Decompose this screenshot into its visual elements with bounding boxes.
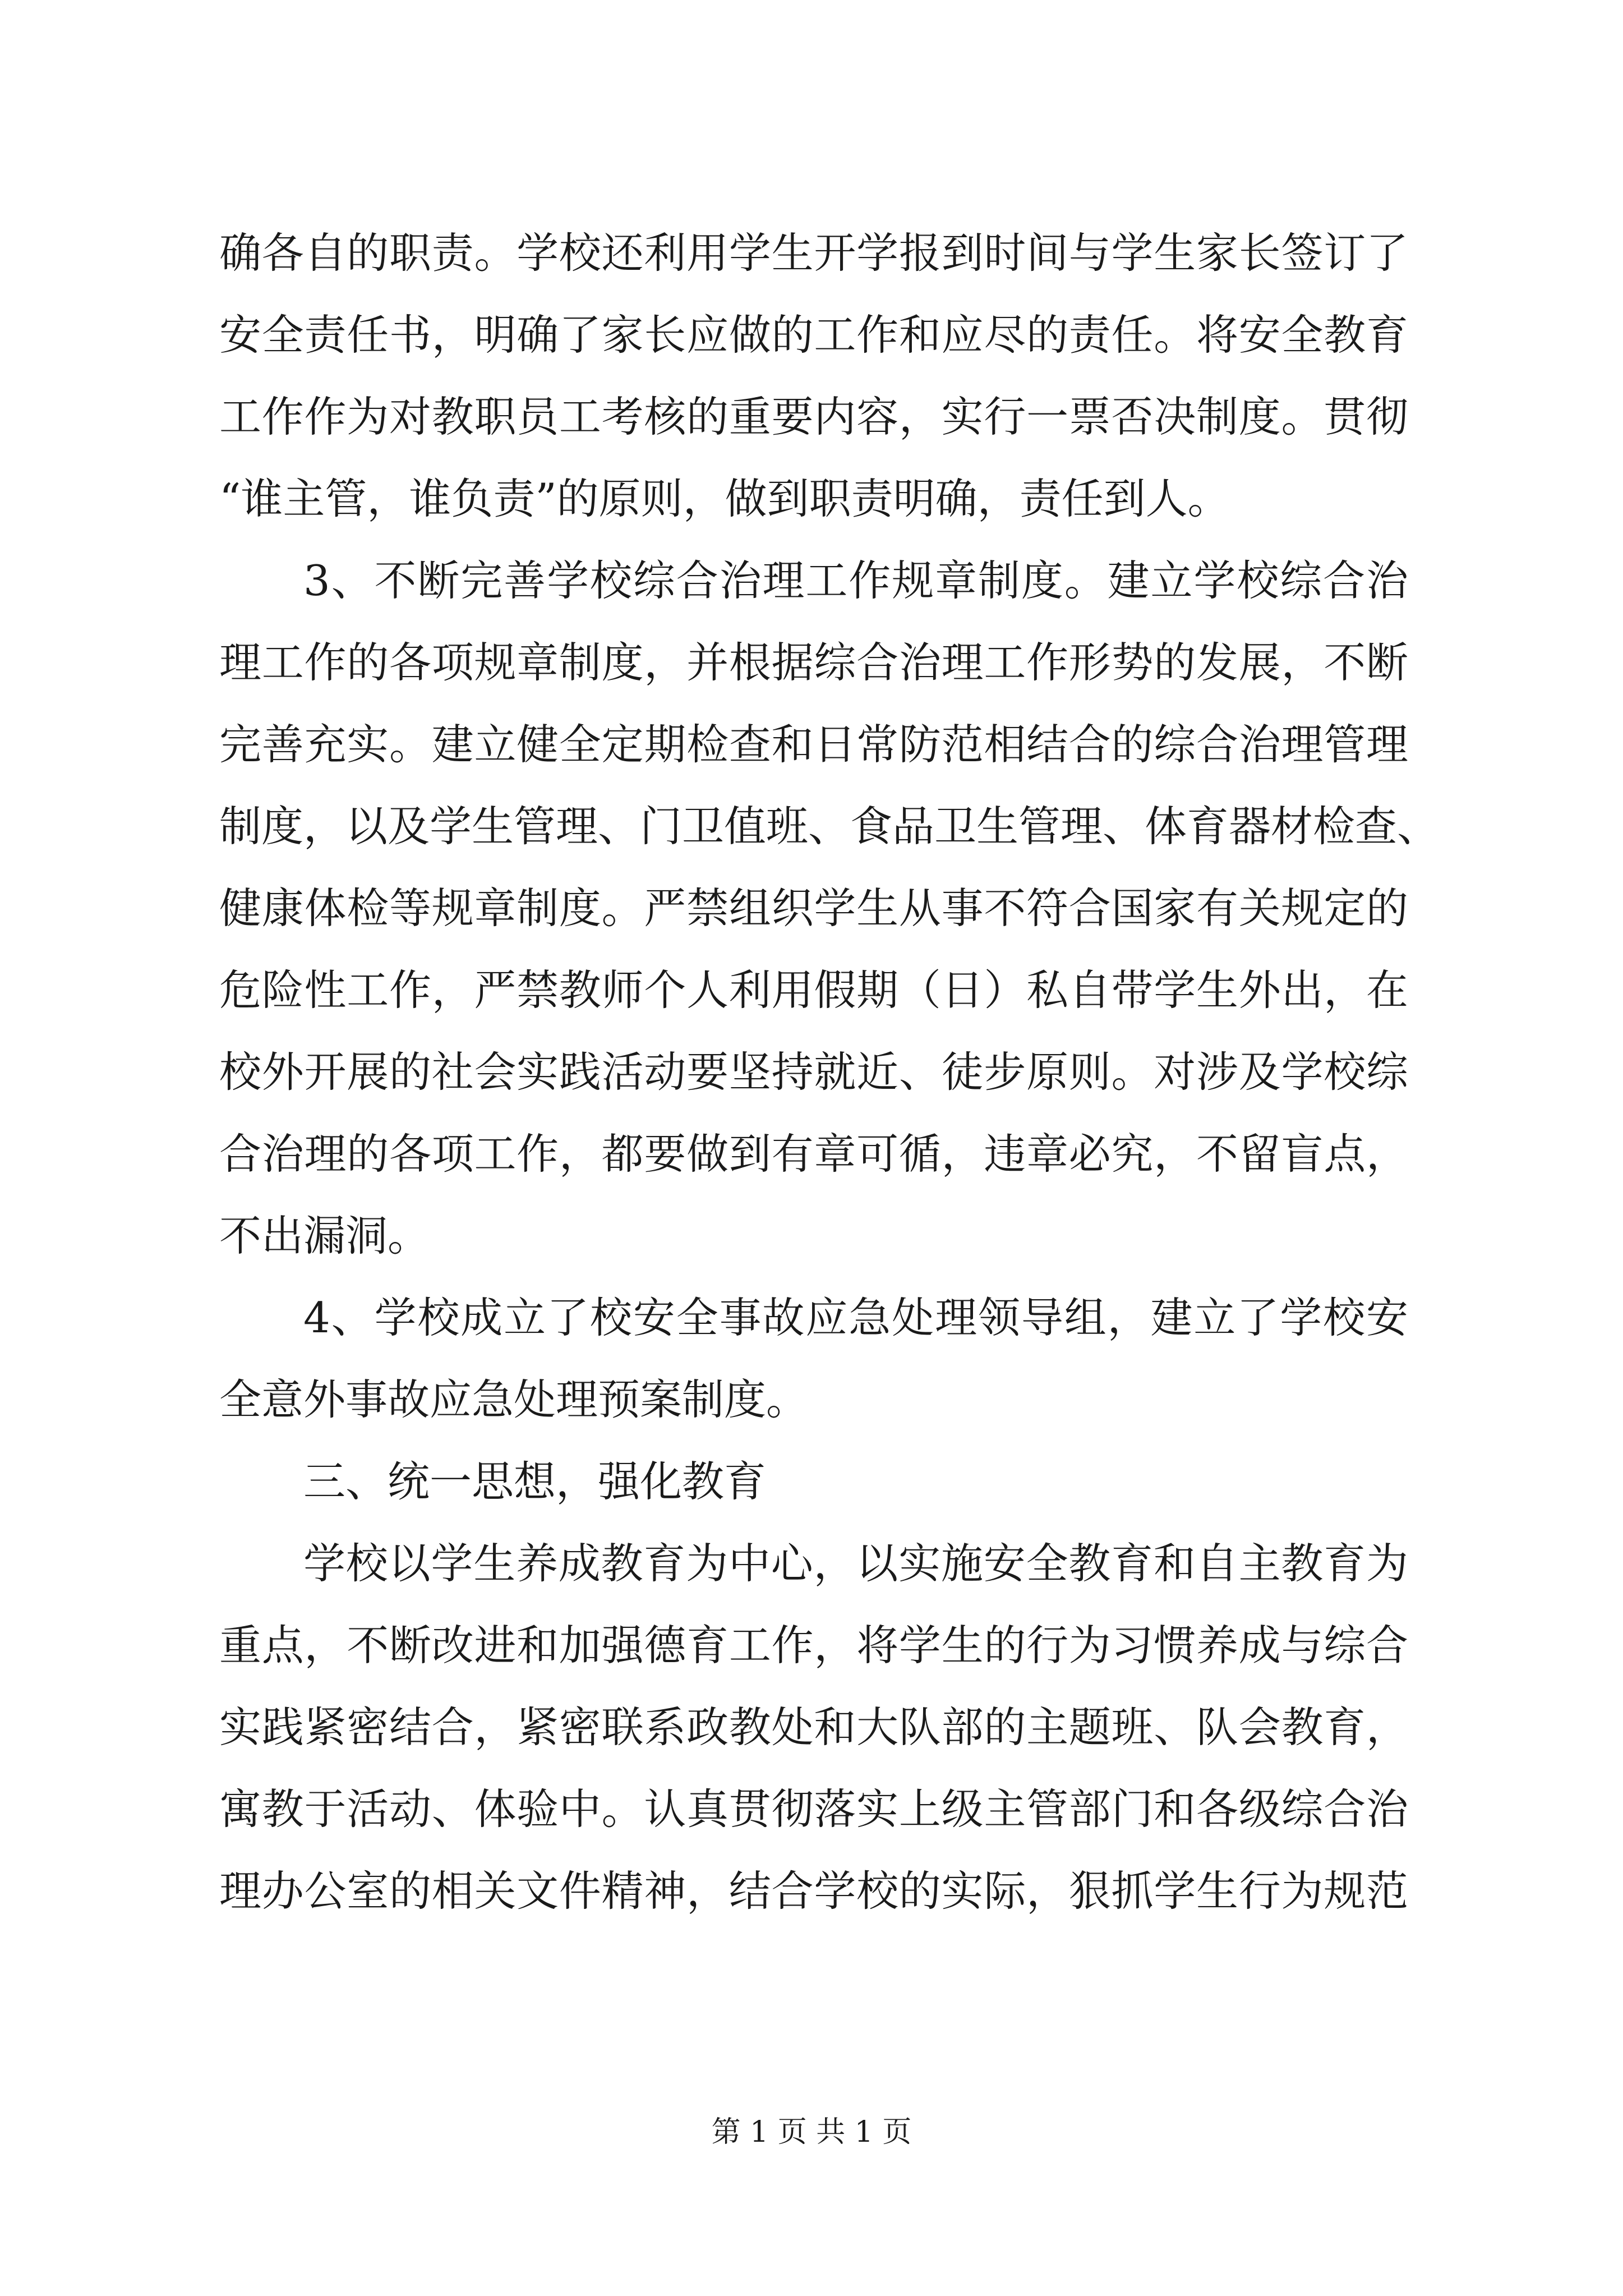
- text-line: 理办公室的相关文件精神，结合学校的实际，狠抓学生行为规范: [219, 1866, 1408, 1916]
- text-line: 健康体检等规章制度。严禁组织学生从事不符合国家有关规定的: [219, 884, 1408, 933]
- text-line: 安全责任书，明确了家长应做的工作和应尽的责任。将安全教育: [219, 310, 1408, 360]
- text-line: 合治理的各项工作，都要做到有章可循，违章必究，不留盲点，: [219, 1129, 1408, 1179]
- text-line: 4、学校成立了校安全事故应急处理领导组，建立了学校安: [303, 1293, 1408, 1342]
- text-line: 校外开展的社会实践活动要坚持就近、徒步原则。对涉及学校综: [219, 1047, 1408, 1097]
- text-line: 实践紧密结合，紧密联系政教处和大队部的主题班、队会教育，: [219, 1703, 1408, 1752]
- text-line: 学校以学生养成教育为中心，以实施安全教育和自主教育为: [303, 1539, 1408, 1588]
- document-body: [219, 212, 1440, 1932]
- text-line: 工作作为对教职员工考核的重要内容，实行一票否决制度。贯彻: [219, 392, 1408, 441]
- text-line: 确各自的职责。学校还利用学生开学报到时间与学生家长签订了: [219, 228, 1408, 278]
- text-line: 危险性工作，严禁教师个人利用假期（日）私自带学生外出，在: [219, 965, 1408, 1015]
- page-footer: 第 1 页 共 1 页: [711, 2115, 912, 2149]
- text-line: 不出漏洞。: [219, 1211, 430, 1260]
- text-line: 重点，不断改进和加强德育工作，将学生的行为习惯养成与综合: [219, 1621, 1408, 1670]
- text-line: 完善充实。建立健全定期检查和日常防范相结合的综合治理管理: [219, 720, 1408, 769]
- section-heading: 三、统一思想，强化教育: [303, 1457, 767, 1506]
- text-line: 理工作的各项规章制度，并根据综合治理工作形势的发展，不断: [219, 638, 1408, 687]
- text-line: 制度，以及学生管理、门卫值班、食品卫生管理、体育器材检查、: [219, 802, 1440, 851]
- text-line: 3、不断完善学校综合治理工作规章制度。建立学校综合治: [303, 556, 1408, 605]
- text-line: “谁主管，谁负责”的原则，做到职责明确，责任到人。: [219, 474, 1230, 523]
- text-line: 寓教于活动、体验中。认真贯彻落实上级主管部门和各级综合治: [219, 1784, 1408, 1834]
- text-line: 全意外事故应急处理预案制度。: [219, 1375, 809, 1424]
